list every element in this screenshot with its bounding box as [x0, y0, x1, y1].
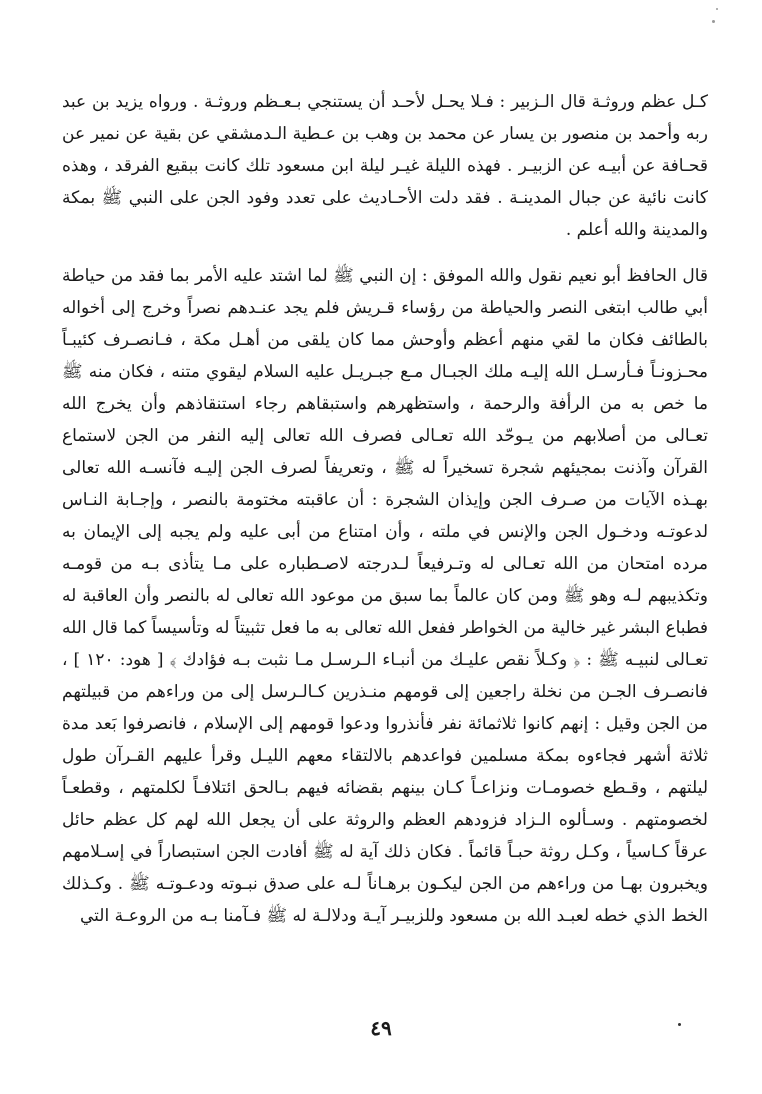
paragraph-1: كـل عظم وروثـة قال الـزبير : فـلا يحـل لأحـد أن يستنجي بـعـظم وروثـة . ورواه يزيد بن عبد ربه وأحمد بن منصور بن يسار عن محمد بن وهب بن عـطية الـدمشقي عن بقية عن نمير عن قحـافة عن أبيـه عن الزبيـر . فهذه الليلة غيـر ليلة ابن مسعود تلك كانت ببقيع الفرقد ، وهذه كانت نائية عن جبال المدينـة . فقد دلت الأحـاديث على تعدد وفود الجن على النبي ﷺ بمكة والمدينة والله أعلم . [62, 92, 708, 240]
paragraph-2: قال الحافظ أبو نعيم نقول والله الموفق : إن النبي ﷺ لما اشتد عليه الأمر بما فقد من حياطة أبي طالب ابتغى النصر والحياطة من رؤساء قـريش فلم يجد عنـدهم نصراً وخرج إلى أخواله بالطائف فكان ما لقي منهم أعظم وأوحش مما كان يلقى من أهـل مكة ، فـانصـرف كئيبـاً محـزونـاً فـأرسـل الله إليـه ملك الجبـال مـع جبـريـل عليه السلام ليقوي متنه ، فكان منه ﷺ ما خص به من الرأفة والرحمة ، واستظهرهم واستبقاهم رجاء استنقاذهم وأن يخرج الله تعـالى من أصلابهم من يـوحّد الله تعـالى فصرف الله تعالى إليه النفر من الجن لاستماع القرآن وآذنت بمجيئهم شجرة تسخيراً له ﷺ ، وتعريفاً لصرف الجن إليـه فآنسـه الله تعالى بهـذه الآيات من صـرف الجن وإيذان الشجرة : أن عاقبته مختومة بالنصر ، وإجـابة النـاس لدعوتـه ودخـول الجن والإنس في ملته ، وأن امتناع من أبى عليه ولم يجبه إلى الإيمان به مرده امتحان من الله تعـالى له وتـرفيعاً لـدرجته لاصـطباره على مـا يتأذى بـه من قومـه وتكذيبهم لـه وهو ﷺ ومن كان عالماً بما سبق من موعود الله تعالى له بالنصر وأن العاقبة له فطباع البشر غير خالية من الخواطر ففعل الله تعالى به ما فعل تثبيتاً له وتأسيساً كما قال الله تعـالى لنبيـه ﷺ : ﴿ وكـلاً نقص عليـك من أنبـاء الـرسـل مـا نثبت بـه فؤادك ﴾ [ هود: ١٢٠ ] ، فانصـرف الجـن من نخلة راجعين إلى قومهم منـذرين كـالـرسل إلى من وراءهم من قبيلتهم من الجن وقيل : إنهم كانوا ثلاثمائة نفر فأنذروا ودعوا قومهم إلى الإسلام ، فانصرفوا بَعد مدة ثلاثة أشهر فجاءوه بمكة مسلمين فواعدهم بالالتقاء معهم الليـل وقرأ عليهم القـرآن طول ليلتهم ، وقـطع خصومـات ونزاعـاً كـان بينهم بقضائه فيهم بـالحق ائتلافـاً لكلمتهم ، وقطعـاً لخصومتهم . وسـألوه الـزاد فزودهم العظم والروثة على أن يجعل الله لهم كل عظم حائل عرقاً كـاسياً ، وكـل روثة حبـاً قائماً . فكان ذلك آية له ﷺ أفادت الجن استبصاراً في إسـلامهم ويخبرون بهـا من وراءهم من الجن ليكـون برهـاناً لـه على صدق نبـوته ودعـوتـه ﷺ . وكـذلك الخط الذي خطه لعبـد الله بن مسعود وللزبيـر آيـة ودلالـة له ﷺ فـآمنا بـه من الروعـة التي [62, 266, 709, 926]
page-body [62, 86, 708, 932]
page-number: ٤٩ [370, 1016, 392, 1040]
scan-speck [716, 8, 718, 10]
scan-speck [712, 20, 715, 23]
margin-dot [678, 1023, 681, 1026]
